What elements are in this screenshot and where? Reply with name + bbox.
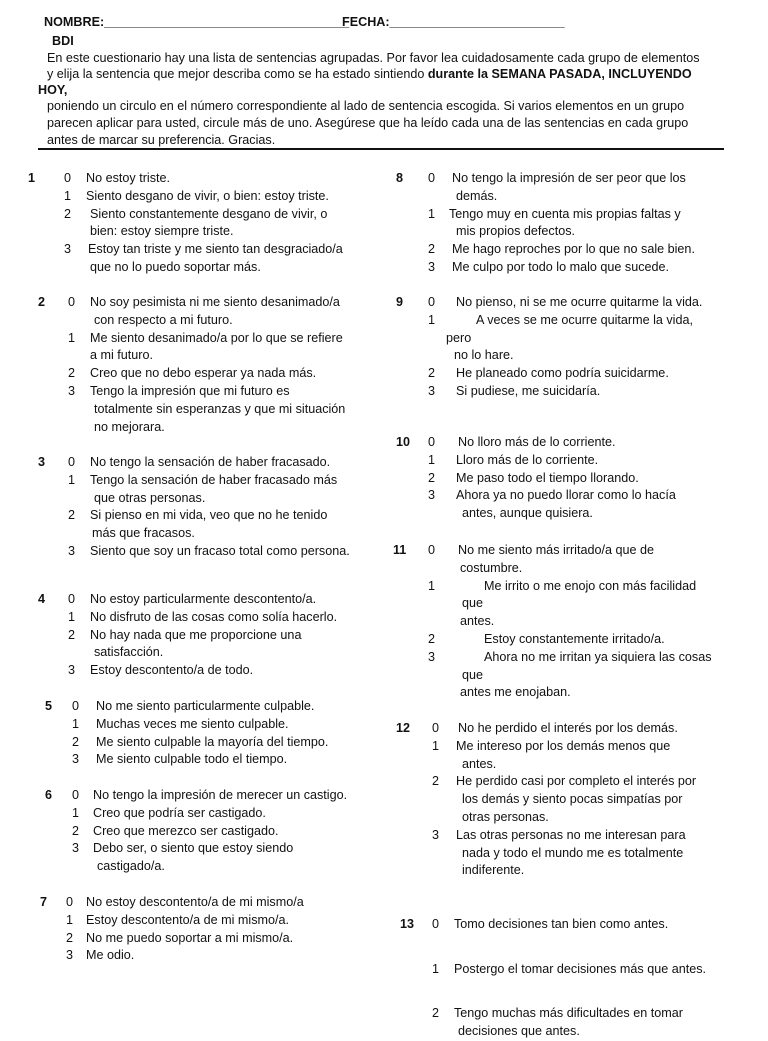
option-number[interactable]: 1 [432, 738, 440, 753]
option-text: bien: estoy siempre triste. [90, 224, 234, 239]
option-number[interactable]: 2 [428, 470, 436, 485]
option-text: a mi futuro. [90, 348, 153, 363]
option-text: Tengo muy en cuenta mis propias faltas y [449, 206, 681, 221]
option-number[interactable]: 0 [64, 171, 72, 185]
option-number[interactable]: 3 [72, 841, 80, 856]
option-text: mis propios defectos. [456, 224, 575, 239]
option-text: A veces se me ocurre quitarme la vida, [476, 312, 693, 327]
option-text: castigado/a. [97, 859, 165, 874]
option-text: Siento constantemente desgano de vivir, o [90, 206, 328, 221]
option-number[interactable]: 1 [72, 716, 80, 731]
intro-line-2-text: y elija la sentencia que mejor describa como se ha estado sintiendo [47, 67, 428, 81]
test-code: BDI [52, 34, 74, 48]
option-text: no lo hare. [454, 348, 514, 363]
option-number[interactable]: 2 [432, 774, 440, 789]
option-text: Estoy descontento/a de mi mismo/a. [86, 912, 289, 927]
option-number[interactable]: 0 [428, 435, 436, 449]
fecha-field-label: FECHA:_________________________ [342, 15, 565, 29]
option-number[interactable]: 1 [64, 188, 72, 203]
option-text: No tengo la sensación de haber fracasado. [90, 455, 331, 469]
option-number[interactable]: 1 [68, 609, 76, 624]
option-text: los demás y siento pocas simpatías por [462, 792, 683, 807]
option-text: Me siento culpable todo el tiempo. [96, 752, 288, 767]
option-text: Tengo muchas más dificultades en tomar [454, 1006, 683, 1020]
option-number[interactable]: 3 [68, 544, 76, 558]
option-text: satisfacción. [94, 645, 164, 660]
option-text: costumbre. [460, 560, 523, 575]
item-number: 9 [396, 295, 404, 309]
option-text: nada y todo el mundo me es totalmente [462, 845, 684, 860]
option-text: decisiones que antes. [458, 1023, 580, 1038]
option-number[interactable]: 2 [66, 930, 74, 945]
option-number[interactable]: 1 [66, 912, 74, 927]
option-text: que no lo puedo soportar más. [90, 260, 261, 274]
option-text: Debo ser, o siento que estoy siendo [93, 841, 294, 856]
option-text: No disfruto de las cosas como solía hacerlo. [90, 609, 338, 624]
option-text: con respecto a mi futuro. [94, 312, 233, 327]
option-text: Me irrito o me enojo con más facilidad [484, 578, 697, 593]
option-text: Estoy constantemente irritado/a. [484, 632, 665, 646]
option-text: Tomo decisiones tan bien como antes. [454, 917, 669, 931]
intro-line-6: antes de marcar su preferencia. Gracias. [47, 133, 276, 147]
option-number[interactable]: 2 [428, 632, 436, 646]
option-number[interactable]: 2 [68, 366, 76, 381]
option-text: No me puedo soportar a mi mismo/a. [86, 930, 294, 945]
option-number[interactable]: 3 [72, 752, 80, 767]
option-number[interactable]: 2 [68, 508, 76, 523]
option-text: No tengo la impresión de ser peor que los [452, 171, 686, 185]
option-text: No me siento particularmente culpable. [96, 699, 315, 713]
option-text: Me culpo por todo lo malo que sucede. [452, 260, 670, 274]
item-number: 1 [28, 171, 36, 185]
option-number[interactable]: 0 [66, 895, 74, 909]
option-text: indiferente. [462, 863, 525, 878]
option-number[interactable]: 0 [72, 699, 80, 713]
option-text: Las otras personas no me interesan para [456, 827, 686, 842]
option-text: que [462, 667, 484, 682]
option-number[interactable]: 0 [68, 455, 76, 469]
option-text: más que fracasos. [92, 526, 195, 541]
option-number[interactable]: 2 [428, 366, 436, 381]
option-number[interactable]: 1 [432, 961, 440, 976]
option-text: Ahora ya no puedo llorar como lo hacía [456, 488, 676, 503]
option-text: antes. [460, 614, 495, 629]
option-number[interactable]: 2 [72, 734, 80, 749]
intro-line-2 [47, 66, 692, 84]
option-text: Creo que podría ser castigado. [93, 805, 266, 820]
item-number: 5 [45, 699, 53, 713]
option-number[interactable]: 1 [428, 578, 436, 593]
option-text: Lloro más de lo corriente. [456, 452, 599, 467]
option-number[interactable]: 1 [428, 312, 436, 327]
item-number: 10 [396, 435, 411, 449]
item-number: 4 [38, 592, 46, 606]
option-number[interactable]: 3 [432, 827, 440, 842]
option-text: antes. [462, 756, 497, 771]
option-number[interactable]: 0 [432, 917, 440, 931]
option-text: Estoy tan triste y me siento tan desgraciado/a [88, 242, 343, 257]
option-text: antes me enojaban. [460, 685, 571, 700]
option-text: que [462, 596, 484, 611]
option-number[interactable]: 2 [72, 823, 80, 838]
intro-line-3: HOY, [38, 83, 68, 97]
option-text: Postergo el tomar decisiones más que antes. [454, 961, 707, 976]
option-number[interactable]: 0 [72, 788, 80, 802]
option-text: pero [446, 330, 472, 345]
option-number[interactable]: 3 [428, 488, 436, 503]
option-number[interactable]: 0 [432, 721, 440, 735]
option-text: Siento desgano de vivir, o bien: estoy triste. [86, 188, 329, 203]
option-number[interactable]: 3 [428, 260, 436, 274]
option-text: Tengo la impresión que mi futuro es [90, 384, 290, 398]
option-text: Me paso todo el tiempo llorando. [456, 470, 639, 485]
option-number[interactable]: 2 [432, 1006, 440, 1020]
option-number[interactable]: 0 [68, 295, 76, 309]
header-divider [38, 148, 724, 150]
option-text: No tengo la impresión de merecer un castigo. [93, 788, 348, 802]
item-number: 6 [45, 788, 53, 802]
item-number: 2 [38, 295, 46, 309]
option-text: No lloro más de lo corriente. [458, 435, 616, 449]
option-text: Siento que soy un fracaso total como persona. [90, 544, 350, 558]
option-number[interactable]: 1 [72, 805, 80, 820]
option-number[interactable]: 0 [428, 295, 436, 309]
option-number[interactable]: 0 [428, 171, 436, 185]
intro-line-5: parecen aplicar para usted, circule más de uno. Asegúrese que ha leído cada una de las sentencias en cada grupo [47, 116, 689, 130]
option-text: No he perdido el interés por los demás. [458, 721, 678, 735]
item-number: 3 [38, 455, 46, 469]
option-text: otras personas. [462, 810, 549, 824]
option-text: Muchas veces me siento culpable. [96, 716, 289, 731]
option-text: No estoy descontento/a de mi mismo/a [86, 895, 304, 909]
option-number[interactable]: 2 [428, 242, 436, 257]
item-number: 12 [396, 721, 411, 735]
option-number[interactable]: 2 [68, 627, 76, 642]
option-number[interactable]: 0 [428, 543, 436, 557]
option-number[interactable]: 1 [428, 452, 436, 467]
intro-line-4: poniendo un circulo en el número correspondiente al lado de sentencia escogida. Si varios elementos en un grupo [47, 99, 685, 113]
option-text: Estoy descontento/a de todo. [90, 663, 254, 678]
option-number[interactable]: 3 [64, 242, 72, 257]
option-text: Me intereso por los demás menos que [456, 738, 671, 753]
option-text: No me siento más irritado/a que de [458, 543, 655, 557]
option-text: que otras personas. [94, 490, 206, 505]
option-text: antes, aunque quisiera. [462, 506, 593, 521]
option-number[interactable]: 3 [428, 649, 436, 664]
option-text: totalmente sin esperanzas y que mi situación [94, 401, 346, 416]
intro-line-1: En este cuestionario hay una lista de sentencias agrupadas. Por favor lea cuidadosamente cada grupo de elementos [47, 51, 700, 65]
option-text: Me hago reproches por lo que no sale bien. [452, 242, 695, 257]
item-number: 13 [400, 917, 415, 931]
option-text: No soy pesimista ni me siento desanimado/a [90, 295, 340, 309]
option-text: Creo que no debo esperar ya nada más. [90, 366, 317, 381]
item-number: 7 [40, 895, 48, 909]
option-number[interactable]: 3 [428, 384, 436, 398]
option-number[interactable]: 3 [66, 948, 74, 963]
item-number: 11 [393, 543, 407, 557]
option-text: Si pudiese, me suicidaría. [456, 384, 601, 398]
option-number[interactable]: 3 [68, 384, 76, 398]
option-number[interactable]: 2 [64, 206, 72, 221]
item-number: 8 [396, 171, 404, 185]
option-number[interactable]: 1 [68, 330, 76, 345]
option-number[interactable]: 1 [428, 206, 436, 221]
intro-emphasis: durante la SEMANA PASADA, INCLUYENDO [427, 67, 692, 81]
option-text: Si pienso en mi vida, veo que no he tenido [90, 508, 328, 523]
option-text: Me odio. [86, 948, 135, 963]
nombre-field-label: NOMBRE:___________________________________ [44, 15, 350, 29]
option-text: Me siento culpable la mayoría del tiempo. [96, 734, 329, 749]
option-text: No hay nada que me proporcione una [90, 627, 302, 642]
option-number[interactable]: 3 [68, 663, 76, 678]
option-text: no mejorara. [94, 419, 165, 434]
option-number[interactable]: 1 [68, 472, 76, 487]
option-text: He perdido casi por completo el interés por [456, 774, 697, 789]
option-text: Me siento desanimado/a por lo que se refiere [90, 330, 343, 345]
option-text: Ahora no me irritan ya siquiera las cosas [484, 649, 712, 664]
option-text: No pienso, ni se me ocurre quitarme la vida. [456, 295, 703, 309]
option-text: demás. [456, 188, 498, 203]
option-number[interactable]: 0 [68, 592, 76, 606]
option-text: No estoy particularmente descontento/a. [90, 592, 317, 606]
option-text: He planeado como podría suicidarme. [456, 366, 669, 381]
option-text: Creo que merezco ser castigado. [93, 823, 279, 838]
option-text: Tengo la sensación de haber fracasado más [90, 472, 338, 487]
option-text: No estoy triste. [86, 171, 170, 185]
